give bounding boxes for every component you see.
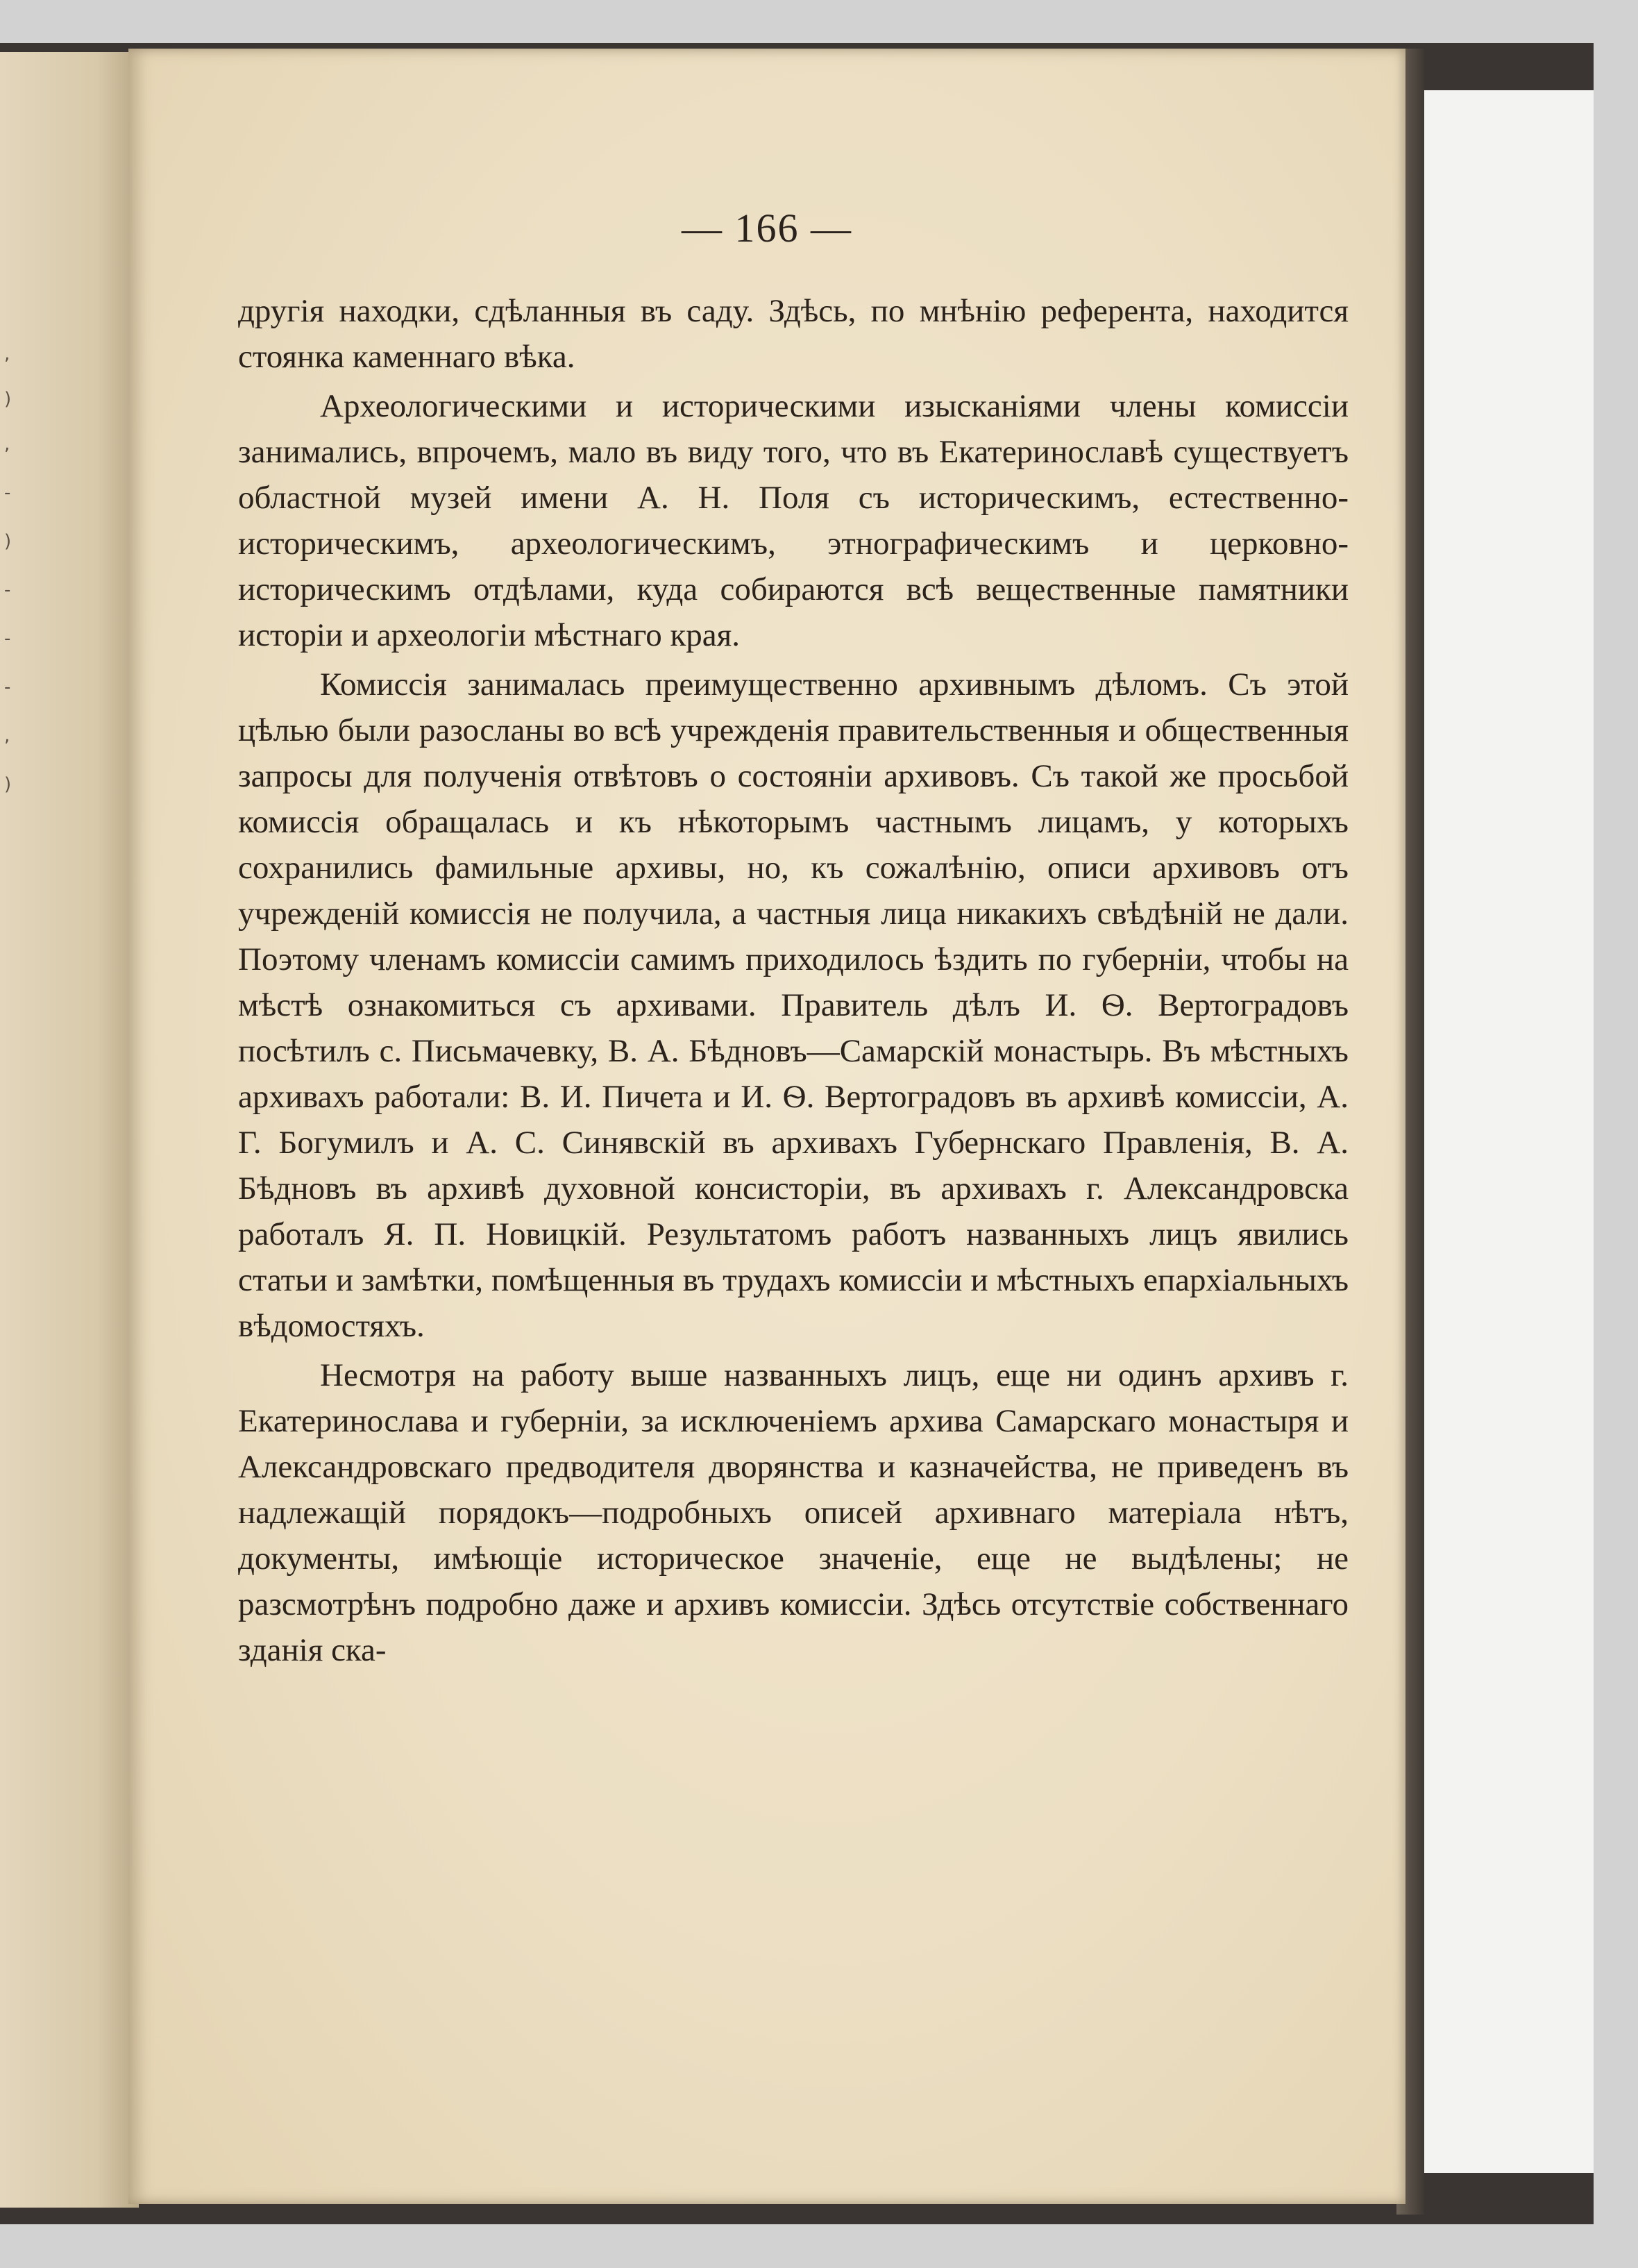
left-page-fragment [0, 52, 139, 2208]
edge-mark: ) [4, 389, 12, 410]
edge-mark: - [4, 482, 11, 503]
edge-mark: - [4, 677, 11, 698]
edge-mark: , [4, 344, 10, 364]
edge-mark: , [4, 434, 10, 455]
backing-sheet [1416, 90, 1594, 2173]
edge-mark: , [4, 725, 10, 746]
book-page [128, 49, 1405, 2204]
paragraph: Археологическими и историческими изысканіями члены комиссіи занимались, впрочемъ, мало въ виду того, что въ Екатеринославѣ существуетъ областной музей имени А. Н. Поля съ историческимъ, естественно-историческимъ, археологическимъ, этнографическимъ и церковно-историческимъ отдѣлами, куда собираются всѣ вещественные памятники исторіи и археологіи мѣстнаго края. [238, 388, 1349, 653]
edge-mark: ) [4, 531, 12, 552]
edge-mark: - [4, 628, 11, 649]
edge-mark: ) [4, 774, 12, 795]
page-body-text [238, 288, 1349, 1677]
paragraph: другія находки, сдѣланныя въ саду. Здѣсь, по мнѣнію референта, находится стоянка каменнаго вѣка. [238, 293, 1349, 375]
paragraph: Комиссія занималась преимущественно архивнымъ дѣломъ. Съ этой цѣлью были разосланы во всѣ учрежденія правительственныя и общественныя запросы для полученія отвѣтовъ о состояніи архивовъ. Съ такой же просьбой комиссія обращалась и къ нѣкоторымъ частнымъ лицамъ, у которыхъ сохранились фамильные архивы, но, къ сожалѣнію, описи архивовъ отъ учрежденій комиссія не получила, а частныя лица никакихъ свѣдѣній не дали. Поэтому членамъ комиссіи самимъ приходилось ѣздить по губерніи, чтобы на мѣстѣ ознакомиться съ архивами. Правитель дѣлъ И. Ѳ. Вертоградовъ посѣтилъ с. Письмачевку, В. А. Бѣдновъ—Самарскій монастырь. Въ мѣстныхъ архивахъ работали: В. И. Пичета и И. Ѳ. Вертоградовъ въ архивѣ комиссіи, А. Г. Богумилъ и А. С. Синявскій въ архивахъ Губернскаго Правленія, В. А. Бѣдновъ въ архивѣ духовной консисторіи, въ архивахъ г. Александровска работалъ Я. П. Новицкій. Результатомъ работъ названныхъ лицъ явились статьи и замѣтки, помѣщенныя въ трудахъ комиссіи и мѣстныхъ епархіальныхъ вѣдомостяхъ. [238, 666, 1349, 1344]
page-number: — 166 — [682, 205, 852, 251]
paragraph: Несмотря на работу выше названныхъ лицъ, еще ни одинъ архивъ г. Екатеринослава и губерніи, за исключеніемъ архива Самарскаго монастыря и Александровскаго предводителя дворянства и казначейства, не приведенъ въ надлежащій порядокъ—подробныхъ описей архивнаго матеріала нѣтъ, документы, имѣющіе историческое значеніе, еще не выдѣлены; не разсмотрѣнъ подробно даже и архивъ комиссіи. Здѣсь отсутствіе собственнаго зданія ска- [238, 1357, 1349, 1668]
edge-mark: - [4, 580, 11, 600]
